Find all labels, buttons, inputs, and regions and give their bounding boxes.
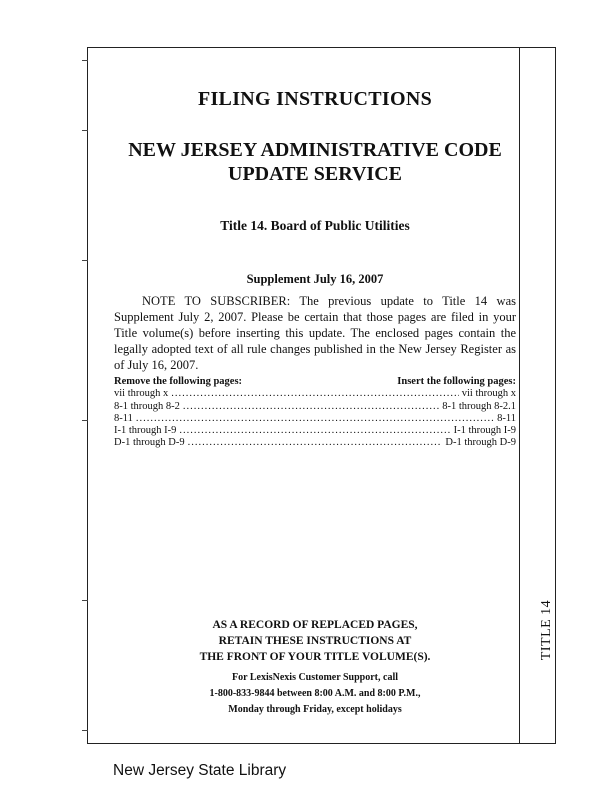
record-line: RETAIN THESE INSTRUCTIONS AT xyxy=(218,635,412,647)
code-title xyxy=(114,138,516,186)
title-line: Title 14. Board of Public Utilities xyxy=(220,218,410,233)
record-instructions xyxy=(114,617,516,665)
margin-tick xyxy=(82,730,88,731)
insert-header: Insert the following pages: xyxy=(397,376,516,387)
spine-divider xyxy=(519,47,520,744)
spine-tab xyxy=(537,560,557,700)
insert-pages: I-1 through I-9 xyxy=(453,425,516,437)
dot-leader xyxy=(188,437,443,449)
page-list-header xyxy=(114,376,516,388)
remove-pages: D-1 through D-9 xyxy=(114,437,185,449)
library-watermark: New Jersey State Library xyxy=(113,762,287,779)
insert-pages: 8-11 xyxy=(497,412,516,424)
margin-tick xyxy=(82,260,88,261)
supplement-date: Supplement July 16, 2007 xyxy=(246,272,384,286)
page-list xyxy=(114,376,516,450)
dot-leader xyxy=(183,401,439,413)
page-list-row xyxy=(114,425,516,437)
dot-leader xyxy=(171,388,459,400)
margin-tick xyxy=(82,60,88,61)
spine-label: TITLE 14 xyxy=(539,599,554,661)
insert-pages: D-1 through D-9 xyxy=(445,437,516,449)
remove-pages: I-1 through I-9 xyxy=(114,425,177,437)
subscriber-note: NOTE TO SUBSCRIBER: The previous update to Title 14 was Supplement July 2, 2007. Please be certain that those pages are filed in your Title volume(s) before inserting this update. The enclosed pages contain the legally adopted text of all rule changes published in the New Jersey Register as of July 16, 2007. xyxy=(114,294,516,372)
insert-pages: vii through x xyxy=(461,388,516,400)
page-list-row xyxy=(114,437,516,449)
margin-tick xyxy=(82,600,88,601)
remove-header: Remove the following pages: xyxy=(114,376,243,387)
page-list-row xyxy=(114,413,516,425)
page-list-row xyxy=(114,401,516,413)
code-title-line: UPDATE SERVICE xyxy=(228,163,402,185)
support-line: For LexisNexis Customer Support, call xyxy=(231,672,398,683)
insert-pages: 8-1 through 8-2.1 xyxy=(442,400,516,412)
remove-pages: 8-11 xyxy=(114,412,133,424)
margin-tick xyxy=(82,130,88,131)
dot-leader xyxy=(179,425,450,437)
customer-support xyxy=(114,670,516,718)
page-heading: FILING INSTRUCTIONS xyxy=(197,88,433,110)
page-list-row xyxy=(114,388,516,400)
record-line: AS A RECORD OF REPLACED PAGES, xyxy=(212,619,418,631)
remove-pages: 8-1 through 8-2 xyxy=(114,400,180,412)
record-line: THE FRONT OF YOUR TITLE VOLUME(S). xyxy=(199,651,431,663)
code-title-line: NEW JERSEY ADMINISTRATIVE CODE xyxy=(128,139,502,161)
support-line: Monday through Friday, except holidays xyxy=(228,704,402,715)
dot-leader xyxy=(136,413,494,425)
remove-pages: vii through x xyxy=(114,388,169,400)
support-line: 1-800-833-9844 between 8:00 A.M. and 8:00 P.M., xyxy=(209,688,421,699)
margin-tick xyxy=(82,420,88,421)
